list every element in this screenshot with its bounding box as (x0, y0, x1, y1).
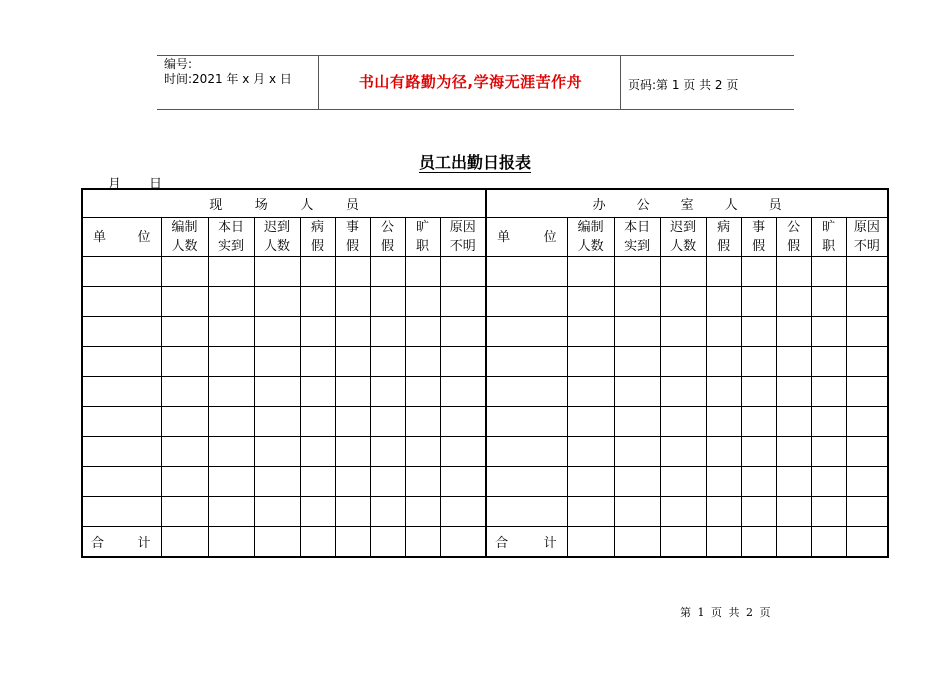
table-row (82, 257, 888, 287)
table-cell[interactable] (208, 377, 254, 407)
table-cell[interactable] (706, 317, 741, 347)
table-cell[interactable] (741, 467, 776, 497)
table-cell[interactable] (614, 437, 660, 467)
table-cell[interactable] (660, 377, 706, 407)
table-cell[interactable] (846, 317, 888, 347)
column-header-field-4: 事 假 (335, 218, 370, 257)
table-cell[interactable] (706, 287, 741, 317)
table-cell[interactable] (208, 527, 254, 558)
table-cell[interactable] (405, 527, 440, 558)
month-label: 月 (108, 177, 122, 192)
table-cell[interactable] (776, 527, 811, 558)
table-cell[interactable] (440, 287, 486, 317)
table-row (82, 437, 888, 467)
table-cell[interactable] (405, 317, 440, 347)
table-cell[interactable] (811, 467, 846, 497)
column-header-field-2: 迟到 人数 (254, 218, 300, 257)
table-cell[interactable] (776, 347, 811, 377)
column-header-office-6: 旷 职 (811, 218, 846, 257)
table-cell[interactable] (567, 467, 614, 497)
table-cell[interactable] (846, 407, 888, 437)
table-cell[interactable] (567, 257, 614, 287)
table-cell[interactable] (405, 497, 440, 527)
table-cell[interactable] (254, 287, 300, 317)
section-office-staff: 办 公 室 人 员 (486, 189, 888, 218)
table-cell[interactable] (300, 317, 335, 347)
table-cell[interactable] (846, 347, 888, 377)
table-cell[interactable] (300, 437, 335, 467)
table-cell[interactable] (300, 347, 335, 377)
table-cell[interactable] (567, 497, 614, 527)
table-cell[interactable] (846, 257, 888, 287)
table-cell[interactable] (161, 257, 208, 287)
column-header-office-0: 编制 人数 (567, 218, 614, 257)
document-header (157, 55, 794, 110)
table-cell[interactable] (300, 467, 335, 497)
table-cell[interactable] (846, 497, 888, 527)
table-cell[interactable] (660, 437, 706, 467)
table-cell[interactable] (335, 527, 370, 558)
table-cell[interactable] (370, 377, 405, 407)
table-cell[interactable] (486, 377, 567, 407)
table-cell[interactable] (846, 437, 888, 467)
table-cell[interactable] (776, 497, 811, 527)
table-cell[interactable] (776, 317, 811, 347)
column-header-row (82, 218, 888, 257)
column-header-unit: 单 位 (486, 218, 567, 257)
table-cell[interactable] (660, 467, 706, 497)
table-cell[interactable] (741, 407, 776, 437)
table-cell[interactable] (811, 257, 846, 287)
table-cell[interactable] (440, 407, 486, 437)
table-cell[interactable] (405, 347, 440, 377)
table-cell[interactable] (660, 407, 706, 437)
total-label: 合 计 (486, 527, 567, 558)
table-cell[interactable] (614, 527, 660, 558)
table-cell[interactable] (846, 527, 888, 558)
table-cell[interactable] (567, 407, 614, 437)
column-header-field-6: 旷 职 (405, 218, 440, 257)
page-title: 员工出勤日报表 (418, 153, 531, 172)
table-cell[interactable] (161, 347, 208, 377)
table-row (82, 377, 888, 407)
table-cell[interactable] (486, 497, 567, 527)
table-cell[interactable] (741, 377, 776, 407)
table-cell[interactable] (486, 317, 567, 347)
table-cell[interactable] (254, 257, 300, 287)
table-cell[interactable] (254, 347, 300, 377)
table-cell[interactable] (440, 377, 486, 407)
table-cell[interactable] (846, 287, 888, 317)
table-cell[interactable] (82, 497, 161, 527)
table-cell[interactable] (300, 497, 335, 527)
table-cell[interactable] (741, 257, 776, 287)
table-cell[interactable] (254, 437, 300, 467)
column-header-field-3: 病 假 (300, 218, 335, 257)
table-cell[interactable] (811, 317, 846, 347)
table-cell[interactable] (370, 287, 405, 317)
table-cell[interactable] (161, 527, 208, 558)
table-cell[interactable] (846, 377, 888, 407)
table-cell[interactable] (706, 527, 741, 558)
table-cell[interactable] (776, 257, 811, 287)
table-cell[interactable] (567, 527, 614, 558)
table-cell[interactable] (370, 317, 405, 347)
table-cell[interactable] (741, 527, 776, 558)
table-cell[interactable] (405, 287, 440, 317)
total-label: 合 计 (82, 527, 161, 558)
table-cell[interactable] (811, 527, 846, 558)
table-cell[interactable] (440, 347, 486, 377)
table-cell[interactable] (82, 377, 161, 407)
table-cell[interactable] (254, 467, 300, 497)
table-cell[interactable] (335, 317, 370, 347)
table-cell[interactable] (486, 407, 567, 437)
table-cell[interactable] (440, 497, 486, 527)
table-cell[interactable] (405, 437, 440, 467)
table-cell[interactable] (741, 497, 776, 527)
table-cell[interactable] (486, 257, 567, 287)
table-cell[interactable] (660, 347, 706, 377)
table-row (82, 287, 888, 317)
table-cell[interactable] (614, 497, 660, 527)
table-cell[interactable] (614, 377, 660, 407)
table-cell[interactable] (82, 437, 161, 467)
table-cell[interactable] (370, 437, 405, 467)
table-cell[interactable] (254, 377, 300, 407)
table-cell[interactable] (811, 347, 846, 377)
table-cell[interactable] (706, 467, 741, 497)
table-cell[interactable] (440, 437, 486, 467)
column-header-office-2: 迟到 人数 (660, 218, 706, 257)
table-cell[interactable] (706, 407, 741, 437)
table-cell[interactable] (811, 497, 846, 527)
table-cell[interactable] (706, 437, 741, 467)
table-cell[interactable] (706, 257, 741, 287)
table-cell[interactable] (335, 287, 370, 317)
table-cell[interactable] (82, 257, 161, 287)
column-header-unit: 单 位 (82, 218, 161, 257)
table-cell[interactable] (440, 467, 486, 497)
table-cell[interactable] (776, 407, 811, 437)
header-meta (164, 57, 292, 87)
column-header-field-0: 编制 人数 (161, 218, 208, 257)
table-cell[interactable] (208, 467, 254, 497)
table-cell[interactable] (811, 437, 846, 467)
table-cell[interactable] (82, 467, 161, 497)
column-header-field-7: 原因 不明 (440, 218, 486, 257)
time-label: 时间:2021 年 x 月 x 日 (164, 72, 292, 86)
table-cell[interactable] (440, 317, 486, 347)
table-cell[interactable] (370, 497, 405, 527)
table-cell[interactable] (660, 257, 706, 287)
motto: 书山有路勤为径,学海无涯苦作舟 (358, 73, 583, 91)
table-cell[interactable] (82, 347, 161, 377)
table-cell[interactable] (706, 377, 741, 407)
table-cell[interactable] (486, 347, 567, 377)
table-cell[interactable] (300, 407, 335, 437)
table-cell[interactable] (161, 377, 208, 407)
table-cell[interactable] (405, 377, 440, 407)
table-cell[interactable] (370, 527, 405, 558)
table-cell[interactable] (335, 257, 370, 287)
table-cell[interactable] (335, 377, 370, 407)
table-cell[interactable] (741, 437, 776, 467)
table-cell[interactable] (208, 317, 254, 347)
table-cell[interactable] (208, 257, 254, 287)
table-cell[interactable] (370, 467, 405, 497)
table-cell[interactable] (335, 437, 370, 467)
table-cell[interactable] (370, 257, 405, 287)
attendance-table (81, 188, 889, 558)
column-header-office-4: 事 假 (741, 218, 776, 257)
section-field-staff: 现 场 人 员 (82, 189, 486, 218)
serial-number-label: 编号: (164, 57, 193, 71)
day-label: 日 (149, 177, 163, 192)
table-cell[interactable] (486, 287, 567, 317)
table-cell[interactable] (660, 497, 706, 527)
table-cell[interactable] (440, 527, 486, 558)
table-cell[interactable] (161, 437, 208, 467)
table-cell[interactable] (811, 407, 846, 437)
table-cell[interactable] (82, 407, 161, 437)
table-cell[interactable] (614, 407, 660, 437)
page-footer: 第 1 页 共 2 页 (680, 606, 771, 619)
table-cell[interactable] (405, 407, 440, 437)
table-cell[interactable] (776, 437, 811, 467)
table-cell[interactable] (741, 347, 776, 377)
table-cell[interactable] (614, 347, 660, 377)
table-cell[interactable] (161, 407, 208, 437)
table-cell[interactable] (300, 377, 335, 407)
table-cell[interactable] (405, 467, 440, 497)
table-cell[interactable] (335, 497, 370, 527)
table-cell[interactable] (660, 527, 706, 558)
table-cell[interactable] (776, 467, 811, 497)
table-cell[interactable] (82, 317, 161, 347)
table-cell[interactable] (208, 287, 254, 317)
table-cell[interactable] (161, 287, 208, 317)
table-cell[interactable] (208, 437, 254, 467)
table-cell[interactable] (776, 287, 811, 317)
table-cell[interactable] (254, 407, 300, 437)
table-cell[interactable] (300, 257, 335, 287)
table-cell[interactable] (567, 317, 614, 347)
table-cell[interactable] (567, 347, 614, 377)
table-cell[interactable] (300, 287, 335, 317)
column-header-office-3: 病 假 (706, 218, 741, 257)
table-cell[interactable] (335, 467, 370, 497)
table-cell[interactable] (486, 437, 567, 467)
table-cell[interactable] (254, 497, 300, 527)
table-cell[interactable] (706, 347, 741, 377)
table-cell[interactable] (254, 527, 300, 558)
table-cell[interactable] (567, 287, 614, 317)
table-cell[interactable] (405, 257, 440, 287)
table-cell[interactable] (161, 317, 208, 347)
table-cell[interactable] (208, 497, 254, 527)
table-cell[interactable] (370, 347, 405, 377)
table-cell[interactable] (486, 467, 567, 497)
column-header-office-7: 原因 不明 (846, 218, 888, 257)
table-row (82, 497, 888, 527)
table-cell[interactable] (208, 407, 254, 437)
table-cell[interactable] (300, 527, 335, 558)
table-row (82, 467, 888, 497)
table-cell[interactable] (161, 467, 208, 497)
column-header-field-5: 公 假 (370, 218, 405, 257)
table-cell[interactable] (846, 467, 888, 497)
column-header-field-1: 本日 实到 (208, 218, 254, 257)
table-cell[interactable] (614, 257, 660, 287)
column-header-office-1: 本日 实到 (614, 218, 660, 257)
table-cell[interactable] (614, 467, 660, 497)
table-row (82, 407, 888, 437)
table-cell[interactable] (82, 287, 161, 317)
table-cell[interactable] (660, 287, 706, 317)
table-cell[interactable] (370, 407, 405, 437)
table-row (82, 347, 888, 377)
table-cell[interactable] (208, 347, 254, 377)
total-row (82, 527, 888, 558)
column-header-office-5: 公 假 (776, 218, 811, 257)
table-cell[interactable] (335, 347, 370, 377)
page-number-label: 页码:第 1 页 共 2 页 (628, 78, 739, 92)
table-cell[interactable] (440, 257, 486, 287)
header-divider (318, 56, 319, 109)
table-cell[interactable] (614, 287, 660, 317)
table-row (82, 317, 888, 347)
table-cell[interactable] (335, 407, 370, 437)
table-cell[interactable] (161, 497, 208, 527)
table-cell[interactable] (614, 317, 660, 347)
table-cell[interactable] (567, 377, 614, 407)
table-cell[interactable] (811, 287, 846, 317)
table-cell[interactable] (776, 377, 811, 407)
table-cell[interactable] (660, 317, 706, 347)
table-cell[interactable] (741, 317, 776, 347)
table-cell[interactable] (741, 287, 776, 317)
table-cell[interactable] (254, 317, 300, 347)
table-cell[interactable] (811, 377, 846, 407)
table-cell[interactable] (706, 497, 741, 527)
table-cell[interactable] (567, 437, 614, 467)
